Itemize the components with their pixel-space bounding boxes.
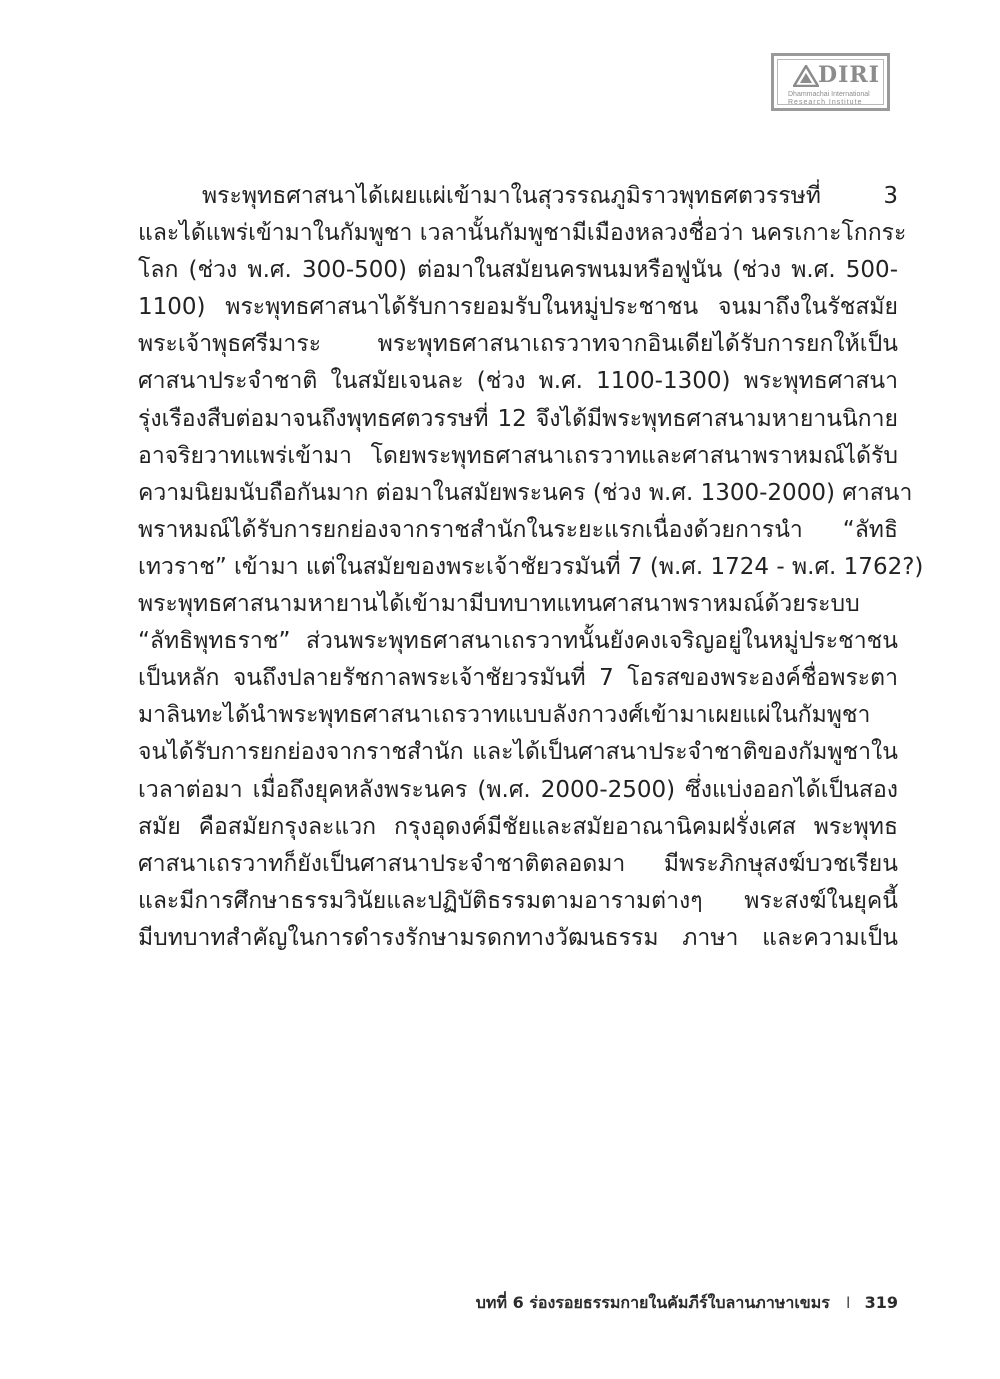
text-line: จนได้รับการยกย่องจากราชสำนัก และได้เป็นศาสนาประจำชาติของกัมพูชาใน xyxy=(138,739,898,766)
logo-frame xyxy=(777,59,884,105)
text-line: และมีการศึกษาธรรมวินัยและปฏิบัติธรรมตามอารามต่างๆ พระสงฆ์ในยุคนี้ xyxy=(138,887,898,914)
text-line: “ลัทธิพุทธราช” ส่วนพระพุทธศาสนาเถรวาทนั้นยังคงเจริญอยู่ในหมู่ประชาชน xyxy=(138,628,898,655)
logo-title: DIRI xyxy=(818,62,880,88)
text-line: ศาสนาประจำชาติ ในสมัยเจนละ (ช่วง พ.ศ. 1100-1300) พระพุทธศาสนา xyxy=(138,368,898,395)
text-line: ศาสนาเถรวาทก็ยังเป็นศาสนาประจำชาติตลอดมา มีพระภิกษุสงฆ์บวชเรียน xyxy=(138,850,898,877)
text-line: มีบทบาทสำคัญในการดำรงรักษามรดกทางวัฒนธรรม ภาษา และความเป็น xyxy=(138,924,898,951)
text-line: เป็นหลัก จนถึงปลายรัชกาลพระเจ้าชัยวรมันที่ 7 โอรสของพระองค์ชื่อพระตา xyxy=(138,665,898,692)
page-number: 319 xyxy=(864,1293,898,1312)
text-line: มาลินทะได้นำพระพุทธศาสนาเถรวาทแบบลังกาวงศ์เข้ามาเผยแผ่ในกัมพูชา xyxy=(138,702,871,729)
logo-subtitle-line1: Dhammachai International xyxy=(788,91,870,98)
chapter-title: บทที่ 6 ร่องรอยธรรมกายในคัมภีร์ใบลานภาษาเขมร xyxy=(475,1293,830,1312)
text-line: อาจริยวาทแพร่เข้ามา โดยพระพุทธศาสนาเถรวาทและศาสนาพราหมณ์ได้รับ xyxy=(138,442,898,469)
text-line: เวลาต่อมา เมื่อถึงยุคหลังพระนคร (พ.ศ. 2000-2500) ซึ่งแบ่งออกได้เป็นสอง xyxy=(138,776,898,803)
text-line: เทวราช” เข้ามา แต่ในสมัยของพระเจ้าชัยวรมันที่ 7 (พ.ศ. 1724 - พ.ศ. 1762?) xyxy=(138,553,924,580)
text-line: โลก (ช่วง พ.ศ. 300-500) ต่อมาในสมัยนครพนมหรือฟูนัน (ช่วง พ.ศ. 500- xyxy=(138,257,898,284)
diri-logo xyxy=(771,53,890,111)
text-line: สมัย คือสมัยกรุงละแวก กรุงอุดงค์มีชัยและสมัยอาณานิคมฝรั่งเศส พระพุทธ xyxy=(138,813,898,840)
logo-subtitle-line2: Research Institute xyxy=(788,99,863,106)
text-line: รุ่งเรืองสืบต่อมาจนถึงพุทธศตวรรษที่ 12 จึงได้มีพระพุทธศาสนามหายานนิกาย xyxy=(138,405,898,432)
text-line: พระพุทธศาสนาได้เผยแผ่เข้ามาในสุวรรณภูมิราวพุทธศตวรรษที่ 3 xyxy=(202,183,898,209)
text-line: 1100) พระพุทธศาสนาได้รับการยอมรับในหมู่ประชาชน จนมาถึงในรัชสมัย xyxy=(138,294,898,321)
page-footer xyxy=(476,1289,898,1317)
text-line: ความนิยมนับถือกันมาก ต่อมาในสมัยพระนคร (ช่วง พ.ศ. 1300-2000) ศาสนา xyxy=(138,479,913,506)
text-line: พระเจ้าพุธศรีมาระ พระพุทธศาสนาเถรวาทจากอินเดียได้รับการยกให้เป็น xyxy=(138,331,898,358)
text-line: พระพุทธศาสนามหายานได้เข้ามามีบทบาทแทนศาสนาพราหมณ์ด้วยระบบ xyxy=(138,591,860,618)
triangle-logo-icon xyxy=(793,65,819,87)
body-paragraph xyxy=(138,178,924,957)
text-line: พราหมณ์ได้รับการยกย่องจากราชสำนักในระยะแรกเนื่องด้วยการนำ “ลัทธิ xyxy=(138,516,898,543)
text-line: และได้แพร่เข้ามาในกัมพูชา เวลานั้นกัมพูชามีเมืองหลวงชื่อว่า นครเกาะโกกระ xyxy=(138,220,907,247)
footer-separator: I xyxy=(845,1293,851,1312)
